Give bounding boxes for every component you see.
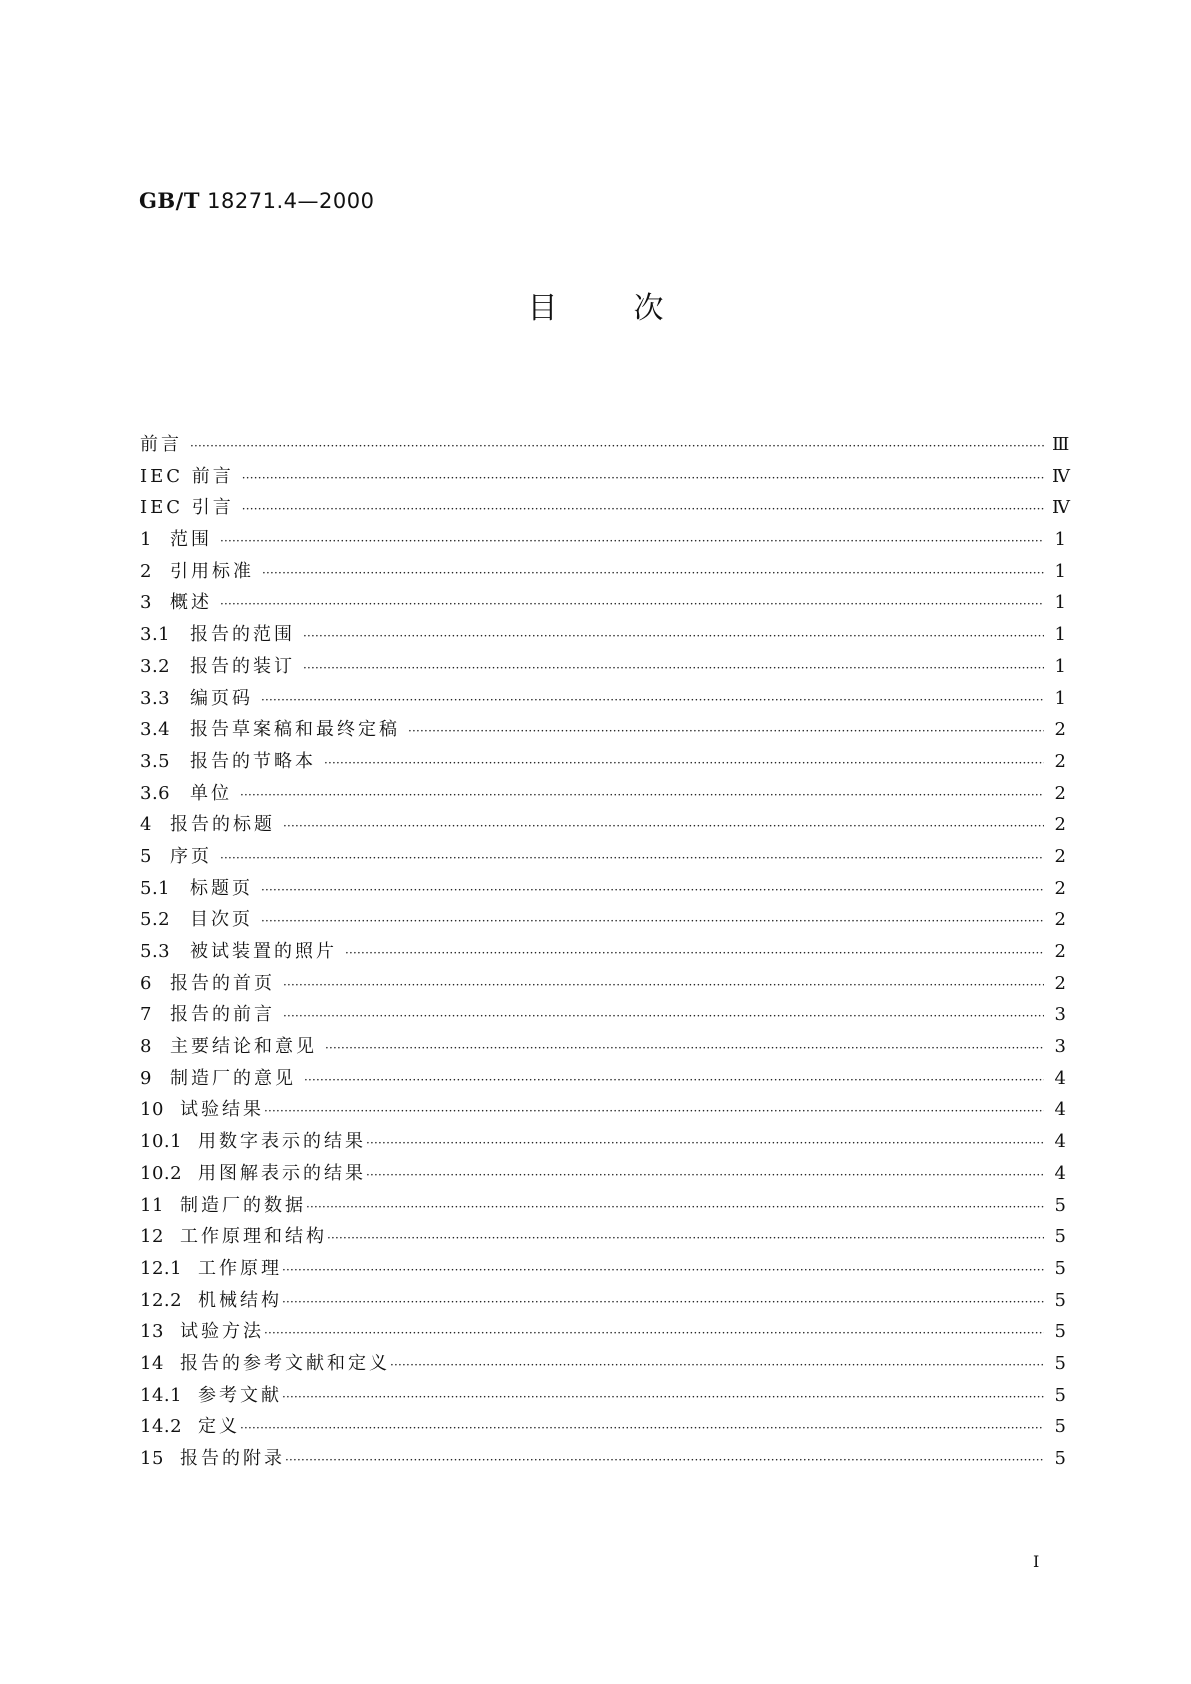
toc-entry[interactable]: [140, 778, 1066, 810]
toc-dot-leader: [262, 558, 1044, 590]
toc-entry-page: 5: [1054, 1384, 1066, 1406]
toc-entry[interactable]: [140, 714, 1066, 746]
toc-entry-title: 引用标准: [170, 560, 254, 582]
toc-entry-number: 3.2: [140, 655, 171, 677]
toc-entry-number: 2: [140, 560, 152, 582]
toc-entry-page: 3: [1054, 1004, 1066, 1026]
toc-entry-page: 5: [1054, 1194, 1066, 1216]
toc-entry-number: 15: [140, 1448, 164, 1469]
toc-entry-title: 范围: [170, 529, 212, 551]
toc-entry-number: 3.6: [140, 782, 171, 804]
page-title: 目次: [527, 291, 740, 326]
toc-entry-number: 9: [140, 1067, 152, 1089]
toc-dot-leader: [324, 748, 1044, 780]
toc-entry[interactable]: [140, 1126, 1066, 1158]
toc-dot-leader: [282, 1382, 1044, 1414]
toc-entry[interactable]: [140, 1031, 1066, 1063]
toc-entry-title: 概述: [170, 592, 212, 614]
toc-entry-title: 序页: [170, 845, 212, 867]
toc-entry-title: IEC 引言: [140, 497, 234, 519]
toc-entry-title: 试验结果: [180, 1099, 264, 1121]
toc-entry[interactable]: [140, 1158, 1066, 1190]
toc-entry-page: 1: [1054, 560, 1066, 582]
toc-entry-title: 标题页: [190, 877, 253, 899]
toc-entry[interactable]: [140, 968, 1066, 1000]
toc-entry-number: 10.1: [140, 1131, 183, 1153]
toc-entry-page: 2: [1054, 909, 1066, 931]
toc-entry-number: 3.1: [140, 624, 171, 646]
toc-entry[interactable]: [140, 1063, 1066, 1095]
toc-dot-leader: [264, 1096, 1044, 1128]
toc-entry-title: 编页码: [190, 687, 253, 709]
toc-entry-title: 报告的范围: [190, 624, 295, 646]
toc-entry-number: 3: [140, 592, 152, 614]
toc-entry[interactable]: [140, 429, 1070, 461]
toc-entry-page: 2: [1054, 719, 1066, 741]
toc-entry-title: 用图解表示的结果: [198, 1162, 366, 1184]
table-of-contents: [140, 429, 1070, 1475]
toc-entry-page: 5: [1054, 1352, 1066, 1374]
toc-entry[interactable]: [140, 524, 1066, 556]
toc-entry-number: 3.5: [140, 750, 171, 772]
toc-entry-title: 被试装置的照片: [190, 941, 337, 962]
toc-entry-number: 5.3: [140, 941, 171, 962]
toc-entry-page: Ⅳ: [1052, 465, 1070, 487]
toc-entry-page: 5: [1054, 1257, 1066, 1279]
toc-entry-page: 2: [1054, 782, 1066, 804]
toc-dot-leader: [240, 780, 1044, 812]
toc-entry-title: 单位: [190, 782, 232, 804]
toc-entry-title: 报告的节略本: [190, 750, 316, 772]
toc-entry-page: 1: [1054, 687, 1066, 709]
toc-entry[interactable]: [140, 936, 1066, 968]
toc-dot-leader: [283, 811, 1044, 843]
toc-entry-number: 14.2: [140, 1416, 183, 1438]
toc-entry-page: 5: [1054, 1289, 1066, 1311]
standard-number: 18271.4—2000: [207, 189, 375, 213]
toc-entry[interactable]: [140, 1253, 1066, 1285]
toc-entry-title: 定义: [198, 1416, 240, 1438]
toc-entry-page: Ⅲ: [1052, 434, 1070, 455]
toc-entry-page: 4: [1054, 1162, 1066, 1184]
toc-entry-title: 目次页: [190, 909, 253, 931]
standard-number-header: [139, 188, 374, 213]
toc-entry[interactable]: [140, 1316, 1066, 1348]
toc-entry[interactable]: [140, 1411, 1066, 1443]
toc-dot-leader: [220, 843, 1044, 875]
toc-dot-leader: [327, 1223, 1044, 1255]
toc-entry-page: 4: [1054, 1131, 1066, 1153]
toc-entry-number: 13: [140, 1321, 164, 1343]
toc-entry[interactable]: [140, 1221, 1066, 1253]
toc-entry[interactable]: [140, 841, 1066, 873]
toc-entry[interactable]: [140, 873, 1066, 905]
toc-entry-page: 1: [1054, 529, 1066, 551]
toc-entry-number: 3.3: [140, 687, 171, 709]
toc-entry-page: 2: [1054, 877, 1066, 899]
toc-dot-leader: [283, 1001, 1044, 1033]
toc-dot-leader: [190, 431, 1044, 463]
toc-entry-page: 4: [1054, 1067, 1066, 1089]
toc-entry-number: 10: [140, 1099, 164, 1121]
toc-dot-leader: [303, 621, 1044, 653]
toc-dot-leader: [325, 1033, 1044, 1065]
toc-dot-leader: [220, 526, 1044, 558]
toc-entry[interactable]: [140, 587, 1066, 619]
toc-entry[interactable]: [140, 1285, 1066, 1317]
toc-dot-leader: [242, 463, 1044, 495]
toc-dot-leader: [282, 1255, 1044, 1287]
toc-entry[interactable]: [140, 492, 1070, 524]
toc-dot-leader: [304, 1065, 1044, 1097]
toc-entry[interactable]: [140, 904, 1066, 936]
toc-entry-title: IEC 前言: [140, 465, 234, 487]
toc-entry-page: 2: [1054, 845, 1066, 867]
toc-entry[interactable]: [140, 999, 1066, 1031]
toc-dot-leader: [261, 906, 1044, 938]
toc-dot-leader: [242, 494, 1044, 526]
toc-dot-leader: [264, 1318, 1044, 1350]
toc-entry-title: 报告的参考文献和定义: [180, 1352, 390, 1374]
toc-entry-page: 5: [1054, 1448, 1066, 1469]
toc-entry-page: 2: [1054, 941, 1066, 962]
toc-entry-number: 4: [140, 814, 152, 836]
toc-entry-number: 5: [140, 845, 152, 867]
toc-entry-title: 工作原理: [198, 1257, 282, 1279]
toc-dot-leader: [366, 1128, 1044, 1160]
toc-entry[interactable]: [140, 1094, 1066, 1126]
toc-entry-number: 7: [140, 1004, 152, 1026]
toc-entry[interactable]: [140, 461, 1070, 493]
toc-entry-page: 2: [1054, 750, 1066, 772]
toc-entry-title: 报告的装订: [190, 655, 295, 677]
toc-entry-page: 1: [1054, 592, 1066, 614]
toc-entry-number: 12.1: [140, 1257, 183, 1279]
toc-entry-title: 报告的前言: [170, 1004, 275, 1026]
toc-entry-title: 工作原理和结构: [180, 1226, 327, 1248]
toc-entry[interactable]: [140, 1443, 1066, 1475]
toc-entry-title: 试验方法: [180, 1321, 264, 1343]
toc-entry-title: 报告的首页: [170, 972, 275, 994]
toc-entry-number: 6: [140, 972, 152, 994]
toc-entry[interactable]: [140, 683, 1066, 715]
toc-entry-page: 1: [1054, 655, 1066, 677]
toc-dot-leader: [390, 1350, 1044, 1382]
toc-entry-title: 参考文献: [198, 1384, 282, 1406]
toc-entry[interactable]: [140, 1380, 1066, 1412]
toc-entry-number: 12: [140, 1226, 164, 1248]
toc-entry-number: 14.1: [140, 1384, 183, 1406]
toc-dot-leader: [303, 653, 1044, 685]
toc-entry-number: 5.2: [140, 909, 171, 931]
toc-dot-leader: [220, 589, 1044, 621]
toc-entry[interactable]: [140, 1190, 1066, 1222]
toc-entry-page: 1: [1054, 624, 1066, 646]
standard-prefix: GB/T: [139, 188, 200, 213]
toc-dot-leader: [285, 1445, 1044, 1477]
toc-entry[interactable]: [140, 556, 1066, 588]
toc-dot-leader: [408, 716, 1044, 748]
toc-entry-title: 报告草案稿和最终定稿: [190, 719, 400, 741]
toc-entry-number: 12.2: [140, 1289, 183, 1311]
toc-entry-number: 5.1: [140, 877, 171, 899]
toc-entry-title: 报告的附录: [180, 1448, 285, 1469]
toc-dot-leader: [261, 685, 1044, 717]
toc-entry-page: 2: [1054, 972, 1066, 994]
toc-dot-leader: [240, 1413, 1044, 1445]
toc-entry-page: 5: [1054, 1226, 1066, 1248]
toc-entry-page: 2: [1054, 814, 1066, 836]
toc-entry[interactable]: [140, 746, 1066, 778]
toc-entry[interactable]: [140, 651, 1066, 683]
toc-entry-title: 制造厂的数据: [180, 1194, 306, 1216]
toc-entry-number: 8: [140, 1036, 152, 1058]
toc-dot-leader: [282, 1287, 1044, 1319]
toc-entry[interactable]: [140, 1348, 1066, 1380]
toc-entry-number: 11: [140, 1194, 164, 1216]
toc-entry-title: 用数字表示的结果: [198, 1131, 366, 1153]
toc-entry-number: 10.2: [140, 1162, 183, 1184]
toc-dot-leader: [261, 875, 1044, 907]
toc-entry-page: 3: [1054, 1036, 1066, 1058]
toc-entry[interactable]: [140, 809, 1066, 841]
toc-dot-leader: [366, 1160, 1044, 1192]
toc-entry-number: 3.4: [140, 719, 171, 741]
toc-entry-page: Ⅳ: [1052, 497, 1070, 519]
toc-dot-leader: [345, 938, 1044, 970]
toc-entry-title: 机械结构: [198, 1289, 282, 1311]
toc-entry-page: 5: [1054, 1416, 1066, 1438]
toc-entry-title: 主要结论和意见: [170, 1036, 317, 1058]
toc-entry-title: 前言: [140, 434, 182, 455]
toc-entry-page: 5: [1054, 1321, 1066, 1343]
footer-page-number: I: [1033, 1552, 1040, 1571]
toc-dot-leader: [306, 1192, 1044, 1224]
toc-entry-title: 报告的标题: [170, 814, 275, 836]
toc-entry-title: 制造厂的意见: [170, 1067, 296, 1089]
toc-entry-number: 1: [140, 529, 152, 551]
toc-entry[interactable]: [140, 619, 1066, 651]
toc-entry-page: 4: [1054, 1099, 1066, 1121]
toc-entry-number: 14: [140, 1352, 164, 1374]
toc-dot-leader: [283, 970, 1044, 1002]
